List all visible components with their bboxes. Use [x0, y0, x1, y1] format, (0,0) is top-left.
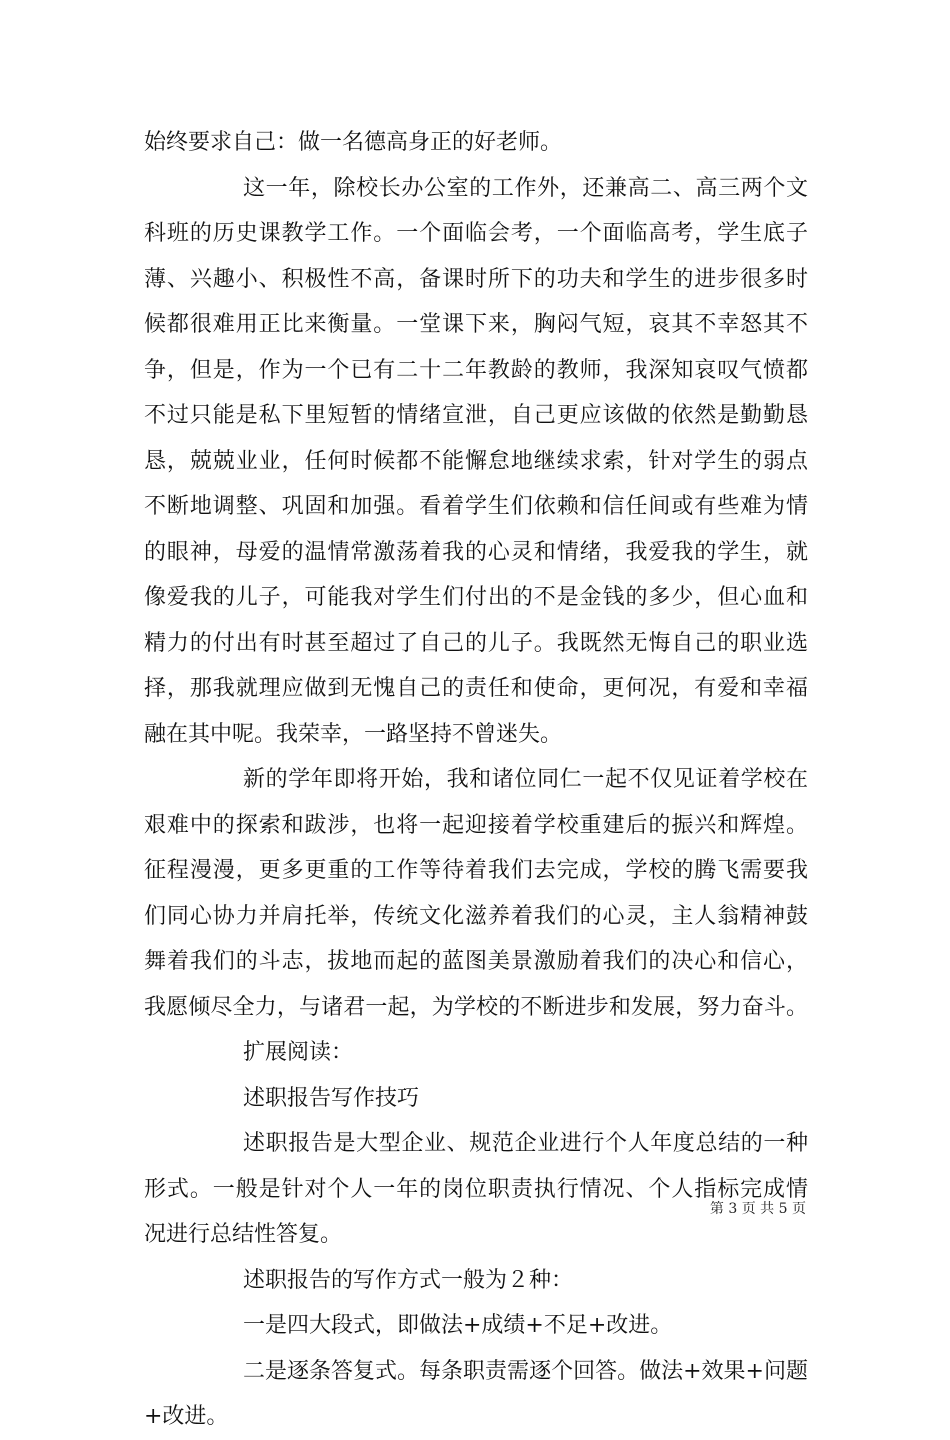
- text-line: 征程漫漫，更多更重的工作等待着我们去完成，学校的腾飞需要我: [144, 858, 808, 883]
- text-line: 不过只能是私下里短暂的情绪宣泄，自己更应该做的依然是勤勤恳: [144, 403, 808, 428]
- text-line: 艰难中的探索和跋涉，也将一起迎接着学校重建后的振兴和辉煌。: [144, 812, 808, 838]
- text-line: 形式。一般是针对个人一年的岗位职责执行情况、个人指标完成情: [144, 1176, 808, 1202]
- text-line: 不断地调整、巩固和加强。看着学生们依赖和信任间或有些难为情: [144, 494, 808, 519]
- body-text: [144, 120, 808, 1440]
- text-line: 始终要求自己：做一名德高身正的好老师。: [144, 130, 563, 155]
- text-line: 择，那我就理应做到无愧自己的责任和使命，更何况，有爱和幸福: [144, 676, 808, 701]
- text-line: 薄、兴趣小、积极性不高，备课时所下的功夫和学生的进步很多时: [144, 266, 808, 292]
- text-line: 的眼神，母爱的温情常激荡着我的心灵和情绪，我爱我的学生，就: [144, 539, 808, 565]
- text-line: 科班的历史课教学工作。一个面临会考，一个面临高考，学生底子: [144, 221, 808, 246]
- text-line: 候都很难用正比来衡量。一堂课下来，胸闷气短，哀其不幸怒其不: [144, 312, 808, 337]
- text-line: 融在其中呢。我荣幸，一路坚持不曾迷失。: [144, 721, 563, 747]
- text-line: 恳，兢兢业业，任何时候都不能懈怠地继续求索，针对学生的弱点: [144, 448, 808, 474]
- text-line: 况进行总结性答复。: [144, 1222, 343, 1247]
- text-line: 精力的付出有时甚至超过了自己的儿子。我既然无悔自己的职业选: [144, 630, 808, 656]
- paragraph-start-line: 述职报告的写作方式一般为２种：: [243, 1267, 574, 1293]
- text-line: 争，但是，作为一个已有二十二年教龄的教师，我深知哀叹气愤都: [144, 357, 808, 383]
- section-title: 述职报告写作技巧: [243, 1085, 420, 1111]
- paragraph-start-line: 这一年，除校长办公室的工作外，还兼高二、高三两个文: [243, 175, 808, 201]
- text-line: 像爱我的儿子，可能我对学生们付出的不是金钱的多少，但心血和: [144, 585, 808, 610]
- page-number: 第 3 页 共 5 页: [709, 1201, 806, 1217]
- text-line: 舞着我们的斗志，拔地而起的蓝图美景激励着我们的决心和信心，: [144, 949, 808, 974]
- list-item: 二是逐条答复式。每条职责需逐个回答。做法+效果+问题: [243, 1358, 808, 1384]
- text-line: 我愿倾尽全力，与诸君一起，为学校的不断进步和发展，努力奋斗。: [144, 994, 808, 1020]
- list-item: 一是四大段式，即做法+成绩+不足+改进。: [243, 1313, 673, 1338]
- paragraph-start-line: 新的学年即将开始，我和诸位同仁一起不仅见证着学校在: [243, 767, 808, 792]
- extended-reading-heading: 扩展阅读：: [243, 1040, 354, 1065]
- text-line: 们同心协力并肩托举，传统文化滋养着我们的心灵，主人翁精神鼓: [144, 903, 808, 929]
- paragraph-start-line: 述职报告是大型企业、规范企业进行个人年度总结的一种: [243, 1131, 808, 1156]
- text-line: +改进。: [144, 1404, 229, 1429]
